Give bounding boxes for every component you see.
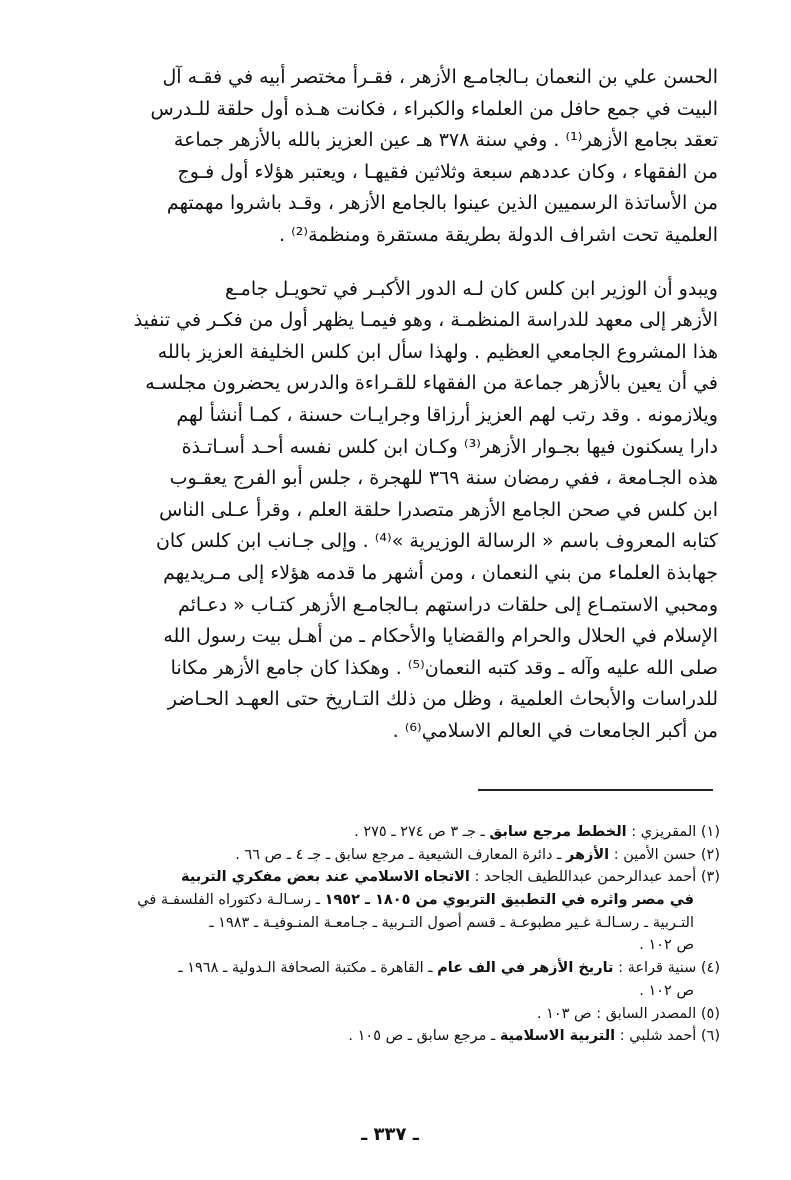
footnote-text: ـ رسـالـة دكتوراه الفلسفـة في <box>137 892 325 909</box>
footnote-title: الخطط مرجع سابق <box>489 824 627 840</box>
footnote-5: (٥) المصدر السابق : ص ١٠٣ . <box>536 1005 720 1022</box>
text-line: في أن يعين بالأزهر جماعة من الفقهاء للقـراءة والدرس يحضرون مجلسـه <box>145 372 718 395</box>
text-line: ويلازمونه . وقد رتب لهم العزيز أرزاقا وجرايـات حسنة ، كمـا أنشأ لهم <box>176 403 718 426</box>
footnote-3-continued: ص ١٠٢ . <box>639 937 694 954</box>
text-line: هذا المشروع الجامعي العظيم . ولهذا سأل ابن كلس الخليفة العزيز بالله <box>157 340 718 363</box>
text-line: من أكبر الجامعات في العالم الاسلامي⁽⁶⁾ . <box>392 719 718 742</box>
footnote-3-continued <box>78 889 720 912</box>
footnote-2 <box>78 844 720 867</box>
footnote-text: (١) المقريزي : <box>626 824 720 840</box>
text-line: ويبدو أن الوزير ابن كلس كان لـه الدور الأكبـر في تحويـل جامـع <box>224 277 718 300</box>
footnotes <box>78 821 720 1048</box>
paragraph-2 <box>78 274 718 748</box>
text-line: البيت في جمع حافل من العلماء والكبراء ، فكانت هـذه أول حلقة للـدرس <box>150 97 718 120</box>
footnote-title: الاتجاه الاسلامي عند بعض مفكري التربية <box>181 869 470 886</box>
main-text <box>78 62 718 747</box>
page-number: ـ ٣٣٧ ـ <box>361 1124 419 1145</box>
footnote-text: ـ جـ ٣ ص ٢٧٤ ـ ٢٧٥ . <box>354 824 490 840</box>
text-line: من الفقهاء ، وكان عددهم سبعة وثلاثين فقيهـا ، ويعتبر هؤلاء أول فـوج <box>177 160 718 183</box>
footnote-6 <box>78 1025 720 1048</box>
footnote-text: (٣) أحمد عبدالرحمن عبداللطيف الجاحد : <box>469 869 720 886</box>
footnote-text: (٦) أحمد شلبي : <box>615 1028 720 1045</box>
paragraph-1 <box>78 62 718 252</box>
text-line: تعقد بجامع الأزهر⁽¹⁾ . وفي سنة ٣٧٨ هـ عين العزيز بالله بالأزهر جماعة <box>173 129 718 152</box>
footnote-title: في مصر واثره في التطبيق التربوي من ١٨٠٥ ـ ١٩٥٢ <box>324 892 694 909</box>
text-line: الأزهر إلى معهد للدراسة المنظمـة ، وهو فيمـا يظهر أول من فكـر في تنفيذ <box>133 309 718 332</box>
footnote-separator <box>478 789 713 791</box>
footnote-text: (٤) سنية قراعة : <box>613 960 720 977</box>
text-line: العلمية تحت اشراف الدولة بطريقة مستقرة ومنظمة⁽²⁾ . <box>279 223 718 246</box>
footnote-text: ـ مرجع سابق ـ ص ١٠٥ . <box>348 1028 500 1045</box>
footnote-text: ـ دائرة المعارف الشيعية ـ مرجع سابق ـ جـ ٤ ـ ص ٦٦ . <box>235 846 566 863</box>
text-line: جهابذة العلماء من بني النعمان ، ومن أشهر ما قدمه هؤلاء إلى مـريديهم <box>163 561 718 584</box>
footnote-text: ـ القاهرة ـ مكتبة الصحافة الـدولية ـ ١٩٦٨ ـ <box>178 960 438 977</box>
text-line: صلى الله عليه وآله ـ وقد كتبه النعمان⁽⁵⁾ . وهكذا كان جامع الأزهر مكانا <box>170 656 718 679</box>
footnote-title: الأزهر <box>565 846 610 863</box>
text-line: ابن كلس في صحن الجامع الأزهر متصدرا حلقة العلم ، وقرأ عـلى الناس <box>159 498 718 521</box>
text-line: ومحبي الاستمـاع إلى حلقات دراستهم بـالجامـع الأزهر كتـاب « دعـائم <box>177 593 718 616</box>
text-line: الإسلام في الحلال والحرام والقضايا والأحكام ـ من أهـل بيت رسول الله <box>163 625 718 648</box>
footnote-title: التربية الاسلامية <box>499 1028 616 1045</box>
text-line: كتابه المعروف باسم « الرسالة الوزيرية »⁽⁴⁾ . وإلى جـانب ابن كلس كان <box>155 530 718 553</box>
footnote-4 <box>78 957 720 980</box>
text-line: من الأساتذة الرسميين الذين عينوا بالجامع الأزهر ، وقـد باشروا مهمتهم <box>166 192 718 215</box>
footnote-title: تاريخ الأزهر في الف عام <box>437 960 614 977</box>
footnote-3-continued: التـربية ـ رسـالـة غـير مطبوعـة ـ قسم أصول التـربية ـ جـامعـة المنـوفيـة ـ ١٩٨٣ ـ <box>209 914 694 931</box>
text-line: للدراسات والأبحاث العلمية ، وظل من ذلك التـاريخ حتى العهـد الحـاضر <box>167 688 718 711</box>
paragraph-gap <box>78 252 718 274</box>
footnote-1 <box>78 821 720 844</box>
footnote-3 <box>78 866 720 889</box>
text-line: الحسن علي بن النعمان بـالجامـع الأزهر ، فقـرأ مختصر أبيه في فقـه آل <box>162 66 718 88</box>
text-line: هذه الجـامعة ، ففي رمضان سنة ٣٦٩ للهجرة ، جلس أبو الفرج يعقـوب <box>169 467 718 490</box>
text-line: دارا يسكنون فيها بجـوار الأزهر⁽³⁾ وكـان ابن كلس نفسه أحـد أسـاتـذة <box>181 435 718 458</box>
footnote-text: (٢) حسن الأمين : <box>609 846 720 863</box>
footnote-4-continued: ص ١٠٢ . <box>639 982 694 999</box>
